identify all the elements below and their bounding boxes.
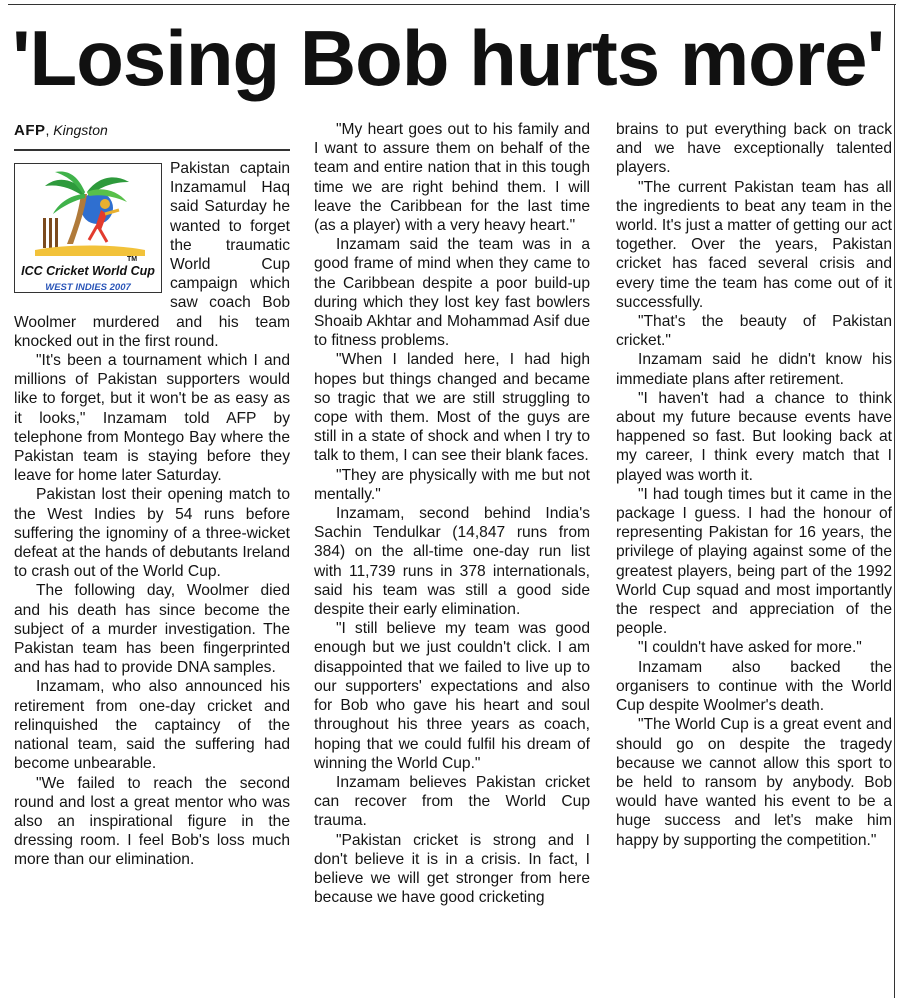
paragraph: "We failed to reach the second round and lost a great mentor who was also an inspirational figure in the dressing room. I feel Bob's loss much more than our elimination. [14, 774, 290, 869]
paragraph: brains to put everything back on track and we have exceptionally talented players. [616, 121, 892, 177]
paragraph: Inzamam said the team was in a good frame of mind when they came to the Caribbean despite a poor build-up during which they lost key fast bowlers Shoaib Akhtar and Mohammad Asif due to fitness problems. [314, 236, 590, 350]
paragraph: "I still believe my team was good enough but we just couldn't click. I am disappointed that we failed to live up to our supporters' expectations and also for Bob who gave his heart and soul throughout his three years as coach, hoping that we could fulfil his dream of winning the World Cup." [314, 620, 590, 772]
paragraph: "The World Cup is a great event and should go on despite the tragedy because we cannot allow this sport to be held to ransom by anybody. Bob would have wanted his event to be a huge success and let's make him happy by supporting the competition." [616, 716, 892, 849]
byline-divider [14, 149, 290, 151]
paragraph: Inzamam said he didn't know his immediate plans after retirement. [616, 351, 892, 388]
right-border-rule [894, 4, 895, 998]
top-border-rule [8, 4, 896, 5]
paragraph: "It's been a tournament which I and millions of Pakistan supporters would like to forget, but it won't be as easy as it looks," Inzamam told AFP by telephone from Montego Bay where the Pakistan team is staying before they leave for home later Saturday. [14, 352, 290, 485]
paragraph: "The current Pakistan team has all the ingredients to beat any team in the world. It's just a matter of getting our act together. Over the years, Pakistan cricket has faced several crisis and every time the team has come out of it successfully. [616, 178, 892, 311]
paragraph: "My heart goes out to his family and I want to assure them on behalf of the team and entire nation that in this tough time we are right behind them. I will leave the Caribbean for the last time (as a player) with a very heavy heart." [314, 121, 590, 235]
logo-trademark: TM [127, 256, 138, 263]
paragraph: "That's the beauty of Pakistan cricket." [616, 313, 892, 350]
paragraph: Inzamam, who also announced his retirement from one-day cricket and relinquished the captaincy of the national team, said the suffering had become unbearable. [14, 678, 290, 773]
paragraph: Pakistan captain Inzamamul Haq said Saturday he wanted to forget the traumatic World Cup campaign which saw coach Bob Woolmer murdered and his team knocked out in the first round. [14, 160, 290, 350]
paragraph: "I had tough times but it came in the package I guess. I had the honour of representing Pakistan for 16 years, the privilege of playing against some of the greatest players, being part of the 1992 World Cup squad and most importantly the respect and appreciation of the people. [616, 485, 892, 638]
paragraph: "I haven't had a chance to think about my future because events have happened so fast. But looking back at my career, I think every match that I played was worth it. [616, 389, 892, 484]
paragraph: The following day, Woolmer died and his death has since become the subject of a murder investigation. The Pakistan team has been fingerprinted and has had to provide DNA samples. [14, 582, 290, 677]
byline-separator: , [45, 122, 50, 138]
byline-agency: AFP [14, 122, 46, 139]
logo-title: ICC Cricket World Cup [21, 264, 155, 278]
byline [14, 120, 290, 141]
paragraph: Inzamam believes Pakistan cricket can recover from the World Cup trauma. [314, 773, 590, 830]
headline: 'Losing Bob hurts more' [12, 14, 885, 102]
logo-subtitle: WEST INDIES 2007 [45, 282, 131, 293]
byline-place: Kingston [53, 122, 108, 138]
paragraph: Pakistan lost their opening match to the West Indies by 54 runs before suffering the ignominy of a three-wicket defeat at the hands of debutants Ireland to crash out of the World Cup. [14, 486, 290, 581]
article-column-2 [314, 120, 590, 907]
paragraph: Inzamam, second behind India's Sachin Tendulkar (14,847 runs from 384) on the all-time one-day run list with 11,739 runs in 378 internationals, said his team was still a good side despite their early elimination. [314, 505, 590, 619]
paragraph: Inzamam also backed the organisers to continue with the World Cup despite Woolmer's death. [616, 658, 892, 715]
article-column-3 [616, 120, 892, 850]
paragraph: "I couldn't have asked for more." [638, 639, 862, 657]
paragraph: "They are physically with me but not mentally." [314, 466, 590, 503]
paragraph: "When I landed here, I had high hopes but things changed and became so tragic that we are still struggling to cope with them. Most of the guys are still in a state of shock and when I try to talk to them, I can see their blank faces. [314, 351, 590, 465]
paragraph: "Pakistan cricket is strong and I don't believe it is in a crisis. In fact, I believe we will get stronger from here because we have good cricketing [314, 831, 590, 907]
article-column-1 [14, 120, 290, 870]
world-cup-logo [14, 163, 162, 293]
